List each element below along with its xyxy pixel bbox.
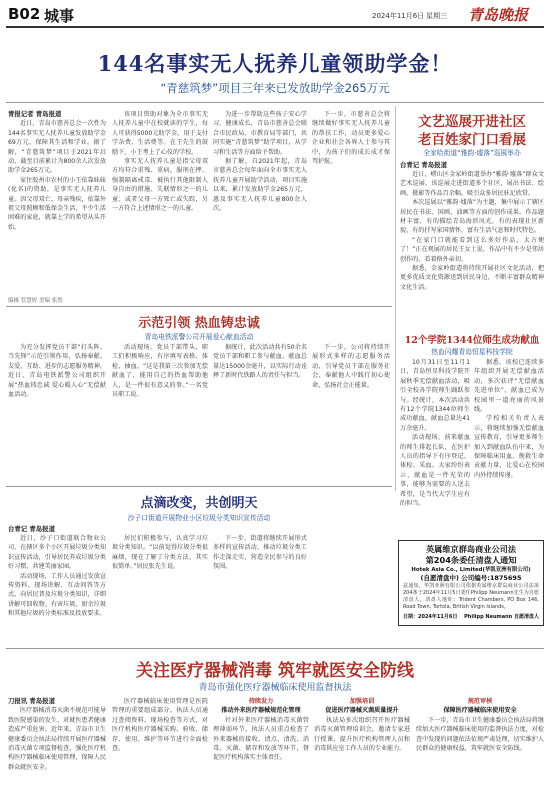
awards-paragraph: 据悉，该校已连续多年组织开展无偿献血活动，多次获评“无偿献血先进单位”，献血已成为校园里一道亮丽的风景线。 bbox=[474, 359, 544, 414]
culture-paragraph: “在家门口就能看到这么多好作品，太方便了！”正在观展的居民王女士说，作品中有不少是邻居创作的，看着格外亲切。 bbox=[400, 236, 544, 263]
lead-paragraph: 近日，青岛市慈善总会一次性为144名事实无人抚养儿童发放助学金69万元，保障其生活和学业。据了解，“青慈筑梦”项目于2021年启动，截至目前累计为800余人次发放助学金265万元。 bbox=[8, 120, 106, 175]
lead-col-2 bbox=[112, 110, 208, 292]
culture-subheadline: 全家哈街道“雅韵·墟落”巡展举办 bbox=[423, 149, 521, 157]
warning-paragraph: 活动现场，党员干部带头，职工们积极响应，有序填写表格、体检、抽血。“这是我第三次参加无偿献血了，能用自己的热血帮助他人，是一件很有意义的事。”一名党员职工说。 bbox=[112, 344, 208, 399]
medical-byline: 刀报讯 青岛报道 bbox=[8, 697, 55, 705]
lead-byline: 青报记者 青岛报道 bbox=[8, 110, 62, 118]
warning-col-4 bbox=[312, 343, 390, 481]
drops-col-3 bbox=[213, 534, 307, 642]
drops-byline: 台青记 青岛报道 bbox=[8, 525, 55, 533]
right-col-divider bbox=[395, 106, 396, 491]
culture-paragraph: 据悉，金家岭街道将持续开展社区文化活动，把更多优质文化资源送到居民身边，不断丰富群众精神文化生活。 bbox=[400, 265, 544, 291]
legal-notice-box bbox=[398, 540, 544, 626]
drops-paragraph: 下一步，街道将继续开展形式多样的宣传活动，推动垃圾分类工作走深走实，营造全民参与的良好氛围。 bbox=[213, 535, 307, 571]
medical-paragraph: 医疗器械消毒灭菌不规范可能导致医院感染的发生，对就医患者健康造成严重危害。近年来，青岛市卫生健康委员会执法局持续开展医疗器械消毒灭菌专项监督检查，强化医疗机构医疗器械临床使用管理，保障人民群众就医安全。 bbox=[8, 707, 106, 771]
notice-date: 日期：2024年11月6日 bbox=[403, 614, 458, 620]
lead-divider bbox=[6, 102, 544, 103]
drops-paragraph: 居民们积极参与，认真学习垃圾分类知识。“以前觉得垃圾分类很麻烦，现在了解了分类方法，其实很简单。”居民张先生说。 bbox=[112, 535, 208, 571]
section-name: 城事 bbox=[44, 7, 75, 25]
notice-company-cn: 英属维京群岛商业公司法 bbox=[425, 544, 517, 554]
drops-headline: 点滴改变，共创明天 bbox=[140, 496, 258, 511]
culture-paragraph: 本次巡展以“雅韵·墟落”为主题，集中展示了辖区居民在书法、国画、油画等方面的创作成果。作品题材丰富，有的描绘青岛海滨风光，有的表现社区新貌，有的抒写家国情怀，富有生活气息和时代特色。 bbox=[400, 199, 544, 235]
lead-paragraph: 据了解，自2021年起，青岛市慈善总会每年面向全市事实无人抚养儿童开展助学活动，项目实施以来，累计发放助学金265万元，惠及事实无人抚养儿童800余人次。 bbox=[213, 158, 307, 213]
lead-paragraph: 下一步，市慈善总会将继续做好事实无人抚养儿童的帮扶工作，动员更多爱心企业和社会各界人士参与其中，为孩子们的成长成才保驾护航。 bbox=[312, 111, 390, 166]
warning-subheadline: 青岛电铁派警公司开展爱心献血活动 bbox=[144, 333, 254, 341]
drops-col-2 bbox=[112, 534, 208, 642]
medical-paragraph: 执法局多次组织召开医疗器械消毒灭菌管理培训会，邀请专家进行授课，提升医疗机构管理人员和消毒供应室工作人员的专业能力。 bbox=[314, 716, 410, 753]
medical-col-5 bbox=[416, 697, 544, 802]
lead-subheadline: “青慈筑梦”项目三年来已发放助学金265万元 bbox=[160, 81, 390, 95]
section-divider bbox=[6, 648, 544, 649]
medical-section-subhead: 促进医疗器械灭菌质量提升 bbox=[325, 707, 399, 715]
medical-paragraph: 医疗器械临床使用管理是医院管理的重要组成部分。执法人员通过查阅资料、现场检查等方式，对医疗机构医疗器械采购、验收、储存、使用、维护等环节进行全面检查。 bbox=[112, 698, 208, 753]
medical-section-head: 规范审核 bbox=[467, 698, 493, 705]
awards-subheadline: 热血闪耀青岛恒星科技学院 bbox=[431, 348, 513, 356]
medical-paragraph: 下一步，青岛市卫生健康委员会执法局将继续加大医疗器械临床使用的监督执法力度，对检查中发现的问题依法依规严肃处理，切实维护人民群众的健康权益，筑牢就医安全防线。 bbox=[416, 716, 544, 753]
medical-col-4 bbox=[314, 697, 410, 802]
warning-paragraph: 为充分发挥党员干部“打头阵、当先锋”示范引领作用，弘扬奉献、友爱、互助、进步的志愿服务精神，近日，青岛电铁派警公司组织开展“热血铸忠诚 爱心暖人心”无偿献血活动。 bbox=[8, 344, 106, 399]
warning-col-2 bbox=[112, 343, 208, 481]
medical-section-subhead: 推动外来医疗器械规范化管理 bbox=[221, 707, 301, 715]
warning-headline: 示范引领 热血铸忠诚 bbox=[138, 316, 260, 331]
awards-headline: 12个学院1344位师生成功献血 bbox=[404, 335, 540, 346]
drops-subheadline: 沙子口街道开展物业小区垃圾分类知识宣传活动 bbox=[127, 514, 271, 522]
notice-footer bbox=[403, 613, 539, 620]
notice-company-en: Hotek Asia Co., Limited(华凯亚洲有限公司) bbox=[411, 567, 531, 573]
brand-logo: 青岛晚报 bbox=[468, 6, 529, 24]
culture-col bbox=[400, 170, 544, 290]
awards-paragraph: 10月31日至11月1日，青岛恒星科技学院开展秋季无偿献血活动，吸引全校各学院师生踊跃参与。经统计，本次活动共有12个学院1344位师生成功献血，献血总量达41万余毫升。 bbox=[400, 359, 470, 432]
medical-section-head: 持续发力 bbox=[248, 698, 274, 705]
medical-subheadline: 青岛市强化医疗器械临床使用监督执法 bbox=[198, 683, 352, 693]
notice-title: 第204条委任清盘人通知 bbox=[425, 555, 517, 565]
lead-paragraph: 家住胶州市农村的小王依靠妹妹(化名)的资助，是事实无人抚养儿童。因父母双亡、母亲残疾，依靠外祖父母照顾和低保金生活，不少生活困难的家庭，就靠上学的希望从头开始。 bbox=[8, 176, 106, 231]
section-code: B02 bbox=[8, 5, 41, 23]
culture-paragraph: 近日，崂山区金家岭街道举办“雅韵·墟落”群众文艺术巡展，该巡展走进街道多个社区，展出书法、绘画、摄影等作品百余幅，吸引众多居民驻足欣赏。 bbox=[400, 171, 544, 197]
lead-col-1 bbox=[8, 110, 106, 292]
section-divider bbox=[6, 306, 392, 307]
awards-col-1 bbox=[400, 358, 470, 508]
lead-editor-credit: 编辑 管慧婷 美编 张然 bbox=[8, 298, 63, 304]
notice-company-no: (自愿清盘中) 公司编号:1875695 bbox=[420, 574, 522, 582]
lead-col-3 bbox=[213, 110, 307, 292]
lead-paragraph: 事实无人抚养儿童是指父母双方均符合重残、重病、服刑在押、强制隔离戒毒、被执行其他限制人身自由的措施、失联情形之一的儿童；或者父母一方死亡或失踪，另一方符合上述情形之一的儿童。 bbox=[112, 158, 208, 213]
medical-paragraph: 针对外来医疗器械消毒灭菌管理薄弱环节，执法人员重点检查了外来器械的接收、清点、清洗、消毒、灭菌、储存和发放等环节，督促医疗机构落实主体责任。 bbox=[213, 716, 309, 762]
notice-signer: Philipp Neumann 自愿清盘人 bbox=[464, 614, 539, 620]
page-header bbox=[0, 0, 550, 26]
medical-col-2 bbox=[112, 697, 208, 802]
page-date: 2024年11月6日 bbox=[372, 12, 425, 20]
drops-col-1 bbox=[8, 534, 106, 642]
culture-headline-2: 老百姓家门口看展 bbox=[418, 132, 526, 148]
lead-col-4 bbox=[312, 110, 390, 292]
medical-section-head: 加强培训 bbox=[349, 698, 375, 705]
medical-col-3 bbox=[213, 697, 309, 802]
warning-paragraph: 据统计，此次活动共有50余名党员干部和职工参与献血，献血总量达15000余毫升，以实际行动诠释了新时代铁路人的责任与担当。 bbox=[213, 344, 307, 380]
awards-paragraph: 活动现场，前来献血的师生排起长队，在医护人员的指导下有序登记、体检、采血。大家纷纷表示，献血是一件光荣的事，能够为需要的人送去希望，是当代大学生应有的担当。 bbox=[400, 434, 470, 508]
awards-col-2 bbox=[474, 358, 544, 486]
medical-section-subhead: 保障医疗器械临床使用安全 bbox=[443, 707, 517, 715]
awards-paragraph: 学校相关负责人表示，将继续加强无偿献血宣传教育，引导更多师生加入到献血队伍中来，为保障临床用血、挽救生命贡献力量，让爱心在校园内外持续传递。 bbox=[474, 415, 544, 479]
page-weekday: 星期三 bbox=[426, 12, 447, 20]
section-divider bbox=[6, 486, 392, 487]
drops-paragraph: 近日，沙子口街道联合物业公司，在辖区多个小区开展垃圾分类知识宣传活动，引导居民养成垃圾分类好习惯，共建美丽家园。 bbox=[8, 535, 106, 571]
lead-headline: 144名事实无人抚养儿童领助学金！ bbox=[97, 51, 453, 76]
warning-col-1 bbox=[8, 343, 106, 481]
medical-col-1 bbox=[8, 697, 106, 802]
header-rule bbox=[6, 26, 544, 28]
culture-byline: 台青记 青岛报道 bbox=[400, 161, 447, 169]
warning-paragraph: 下一步，公司将持续开展形式多样的志愿服务活动，引导党员干部在服务社会、奉献他人中践行初心使命，弘扬社会正能量。 bbox=[312, 344, 390, 389]
warning-col-3 bbox=[213, 343, 307, 481]
culture-headline-1: 文艺巡展开进社区 bbox=[418, 114, 526, 130]
notice-body: 兹通知，华凯亚洲有限公司依据英属维京群岛商业公司法第204条于2024年11月5日委任Philipp Neumann先生为自愿清盘人，清盘人地址：Trident Chambers, PO Box 146, Road Town, Tortola, British Virgin Islands。 bbox=[403, 583, 539, 610]
lead-paragraph: 该项目资助对象为全市事实无人抚养儿童中在校就读的学生，每人可获得5000元助学金，用于支付学杂费、生活费等。在王先生的鼓励下，小王考上了心仪的学校。 bbox=[112, 111, 208, 156]
drops-paragraph: 活动现场，工作人员通过发放宣传资料、现场讲解、互动问答等方式，向居民普及垃圾分类知识，详细讲解可回收物、有害垃圾、厨余垃圾和其他垃圾的分类标准及投放要求。 bbox=[8, 572, 106, 618]
medical-headline: 关注医疗器械消毒 筑牢就医安全防线 bbox=[136, 661, 414, 681]
lead-paragraph: 为进一步帮助这些孩子安心学习、健康成长，青岛市慈善总会联合市民政局、市教育局等部门，共同实施“青慈筑梦”助学项目，从学习和生活等方面给予帮助。 bbox=[213, 111, 307, 156]
